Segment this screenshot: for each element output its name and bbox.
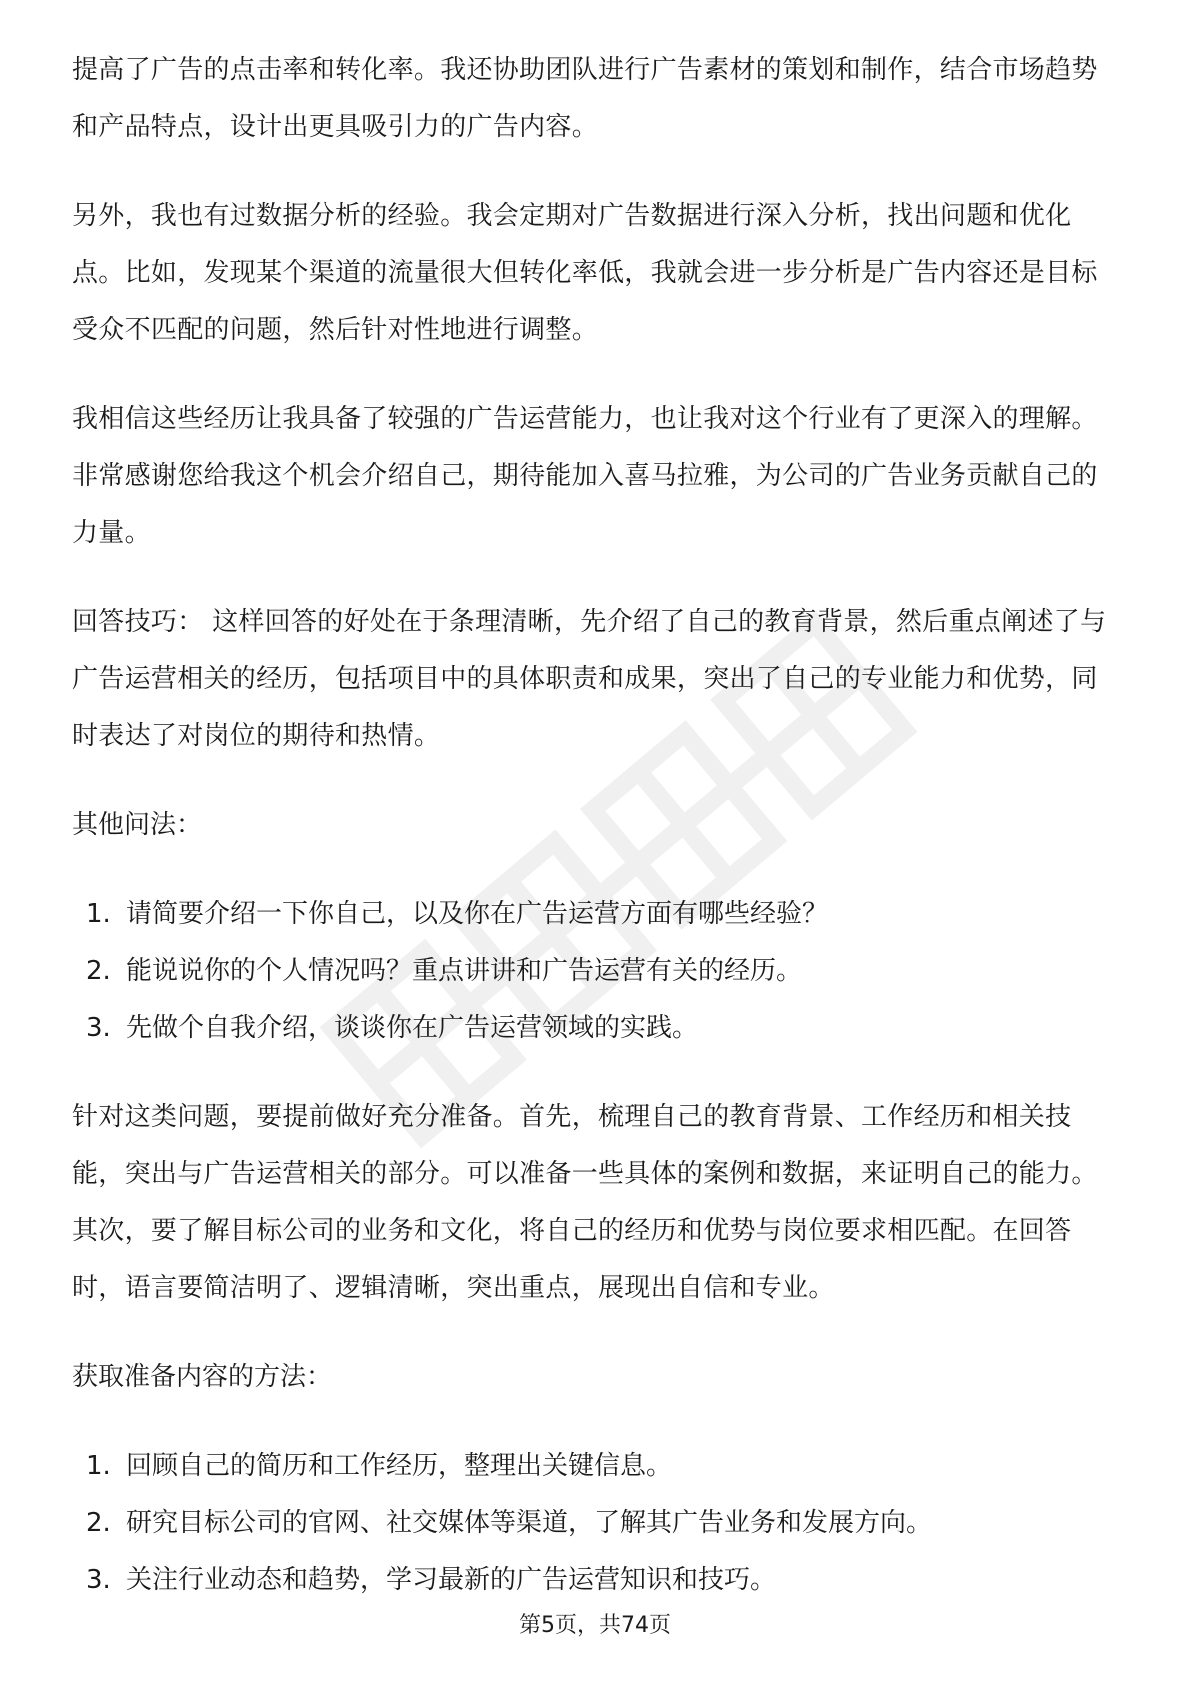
list-item (72, 943, 1122, 1000)
list-item-text: 回顾自己的简历和工作经历，整理出关键信息。 (126, 1451, 673, 1481)
list-item-text: 请简要介绍一下你自己，以及你在广告运营方面有哪些经验？ (126, 899, 829, 929)
prep-methods-list (72, 1438, 1122, 1609)
list-item-number: 2. (86, 1508, 111, 1538)
main-content (72, 42, 1122, 1641)
page-number-footer: 第5页，共74页 (519, 1613, 671, 1638)
answer-tips-paragraph: 回答技巧： 这样回答的好处在于条理清晰，先介绍了自己的教育背景，然后重点阐述了与广告运营相关的经历，包括项目中的具体职责和成果，突出了自己的专业能力和优势，同时表达了对岗位的期待和热情。 (72, 607, 1107, 751)
list-item-text: 先做个自我介绍，谈谈你在广告运营领域的实践。 (126, 1013, 699, 1043)
list-item-text: 研究目标公司的官网、社交媒体等渠道，了解其广告业务和发展方向。 (126, 1508, 933, 1538)
list-item (72, 1552, 1122, 1609)
other-questions-heading: 其他问法： (72, 810, 203, 840)
list-item-number: 2. (86, 956, 111, 986)
other-questions-list (72, 886, 1122, 1057)
paragraph-2: 另外，我也有过数据分析的经验。我会定期对广告数据进行深入分析，找出问题和优化点。比如，发现某个渠道的流量很大但转化率低，我就会进一步分析是广告内容还是目标受众不匹配的问题，然后针对性地进行调整。 (72, 201, 1098, 345)
list-item (72, 1438, 1122, 1495)
list-item-text: 关注行业动态和趋势，学习最新的广告运营知识和技巧。 (126, 1565, 777, 1595)
list-item-number: 3. (86, 1013, 111, 1043)
list-item-text: 能说说你的个人情况吗？重点讲讲和广告运营有关的经历。 (126, 956, 803, 986)
paragraph-1: 提高了广告的点击率和转化率。我还协助团队进行广告素材的策划和制作，结合市场趋势和产品特点，设计出更具吸引力的广告内容。 (72, 55, 1098, 142)
prep-methods-heading: 获取准备内容的方法： (72, 1362, 333, 1392)
list-item-number: 1. (86, 899, 111, 929)
list-item-number: 1. (86, 1451, 111, 1481)
paragraph-3: 我相信这些经历让我具备了较强的广告运营能力，也让我对这个行业有了更深入的理解。非常感谢您给我这个机会介绍自己，期待能加入喜马拉雅，为公司的广告业务贡献自己的力量。 (72, 404, 1098, 548)
list-item (72, 1000, 1122, 1057)
list-item (72, 886, 1122, 943)
list-item (72, 1495, 1122, 1552)
list-item-number: 3. (86, 1565, 111, 1595)
preparation-paragraph: 针对这类问题，要提前做好充分准备。首先，梳理自己的教育背景、工作经历和相关技能，突出与广告运营相关的部分。可以准备一些具体的案例和数据，来证明自己的能力。其次，要了解目标公司的业务和文化，将自己的经历和优势与岗位要求相匹配。在回答时，语言要简洁明了、逻辑清晰，突出重点，展现出自信和专业。 (72, 1102, 1098, 1303)
